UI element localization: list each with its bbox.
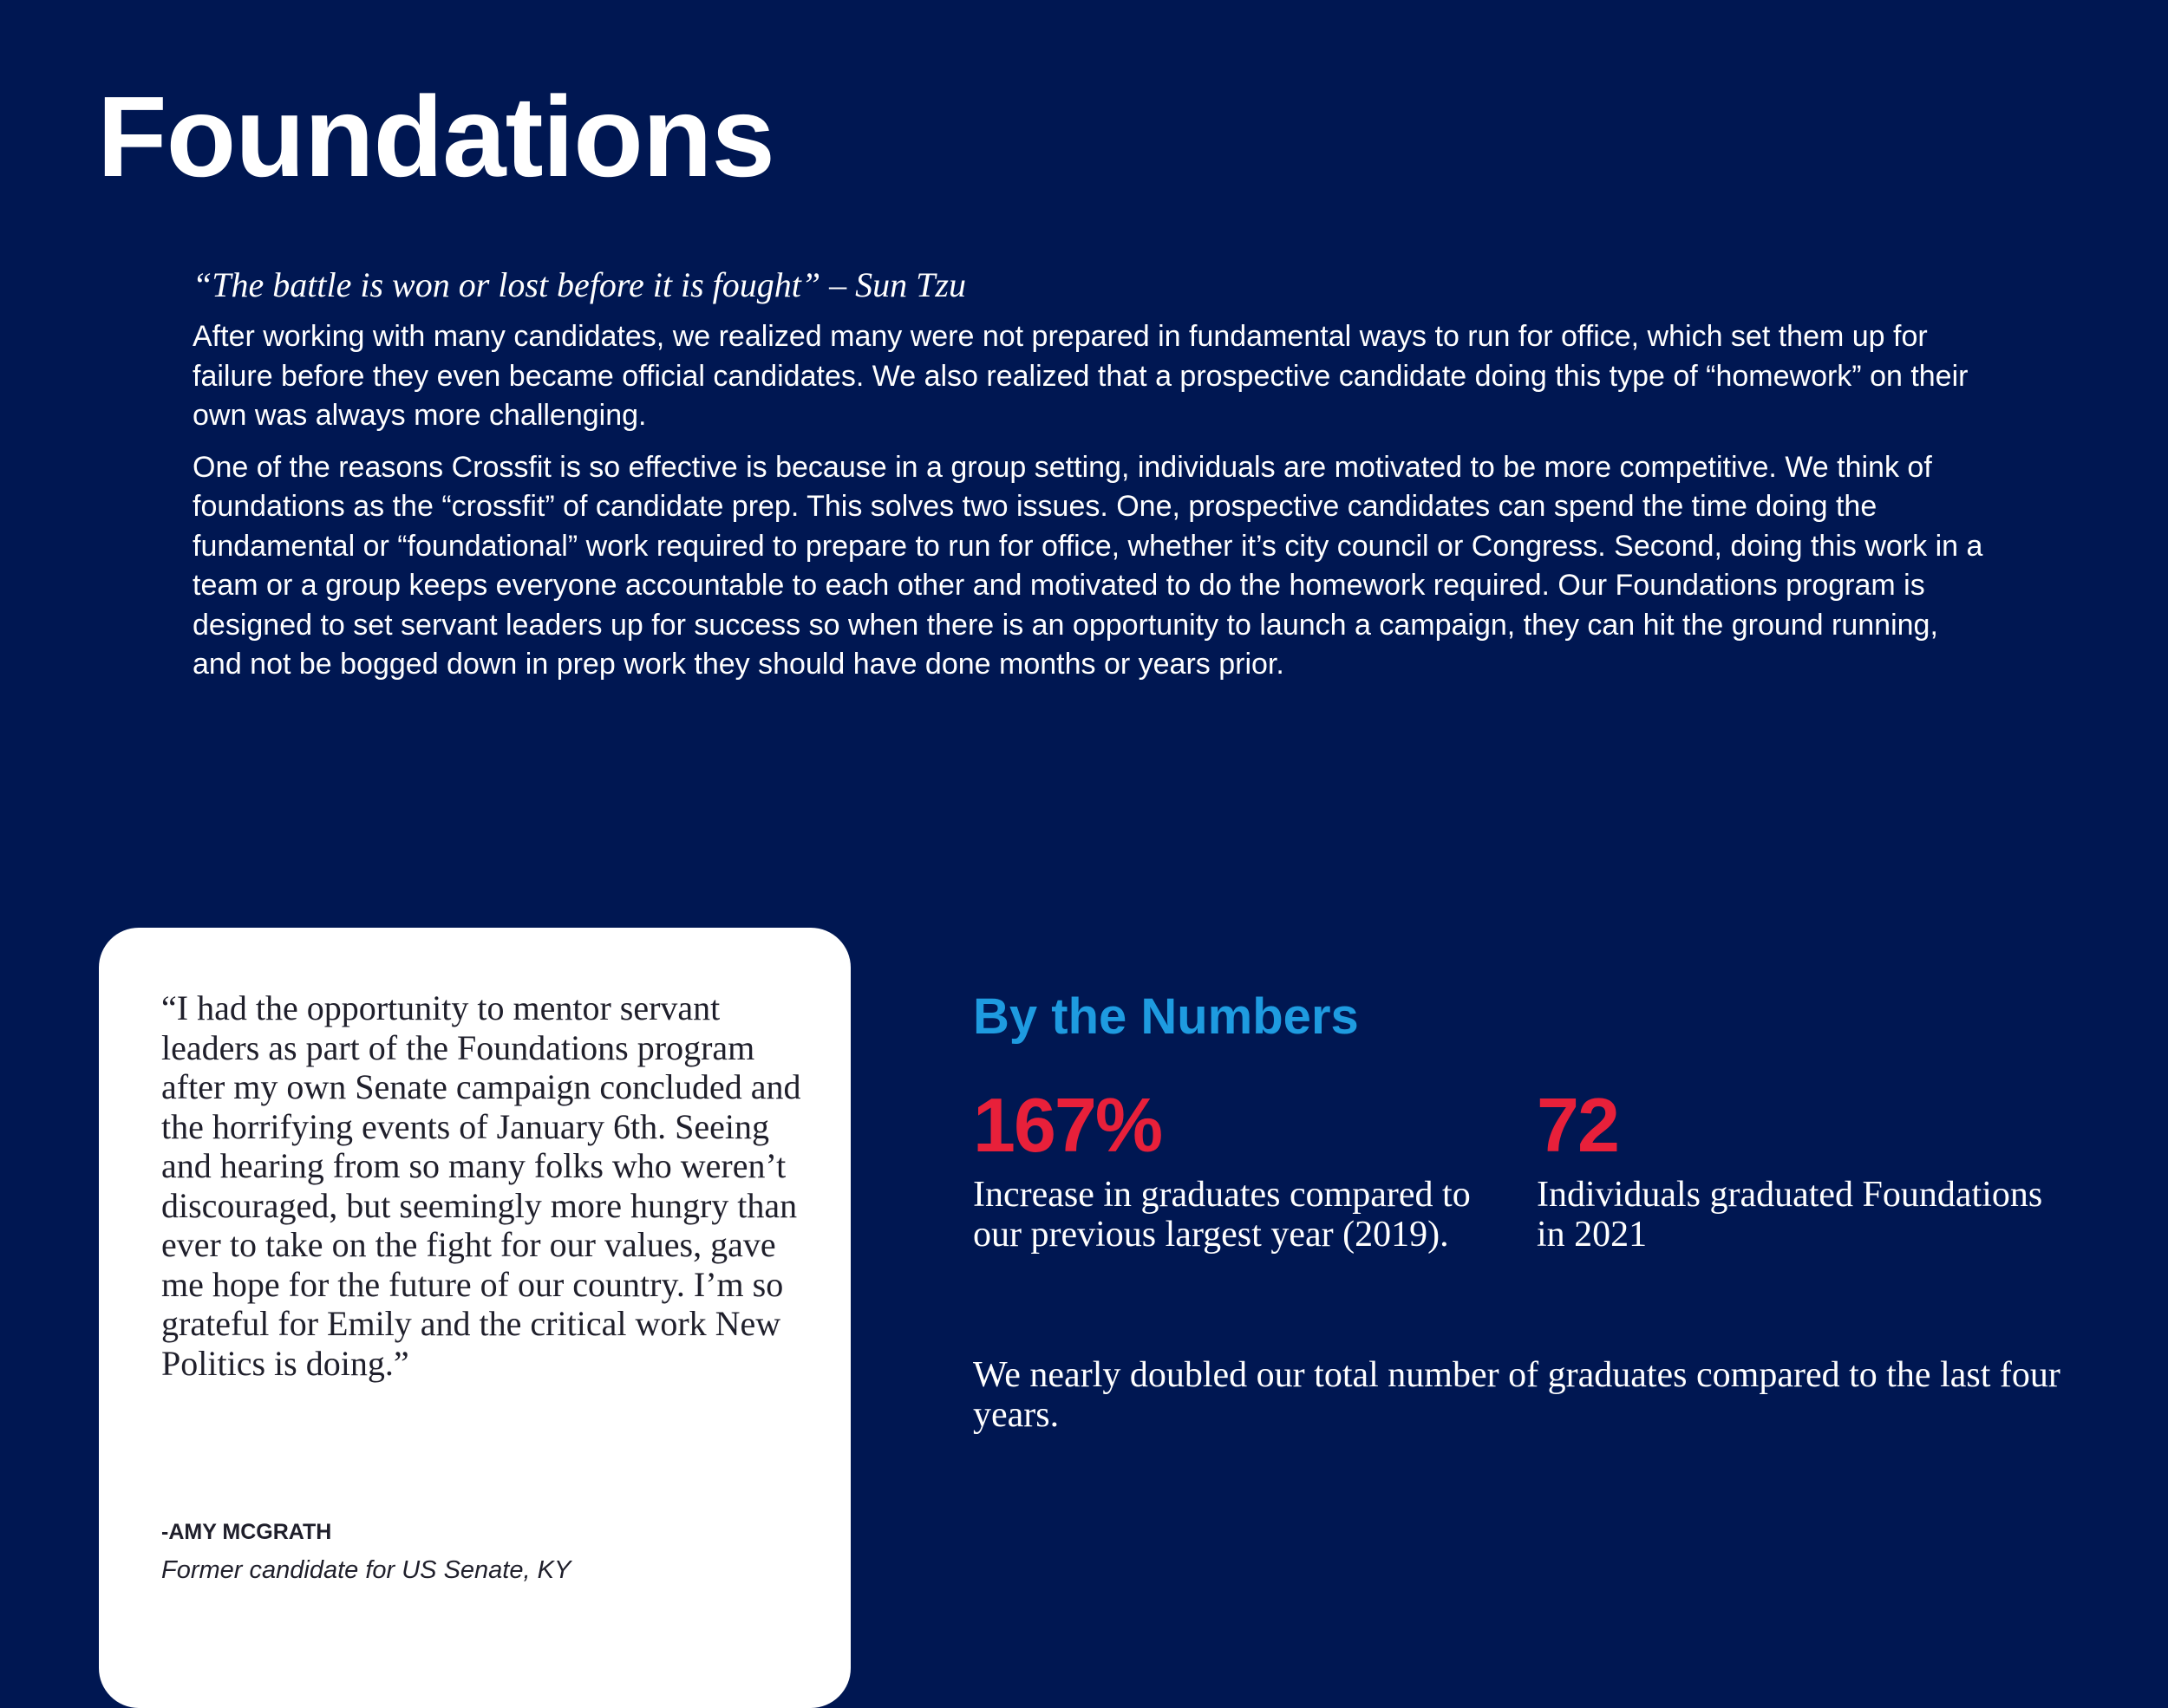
testimonial-author-role: Former candidate for US Senate, KY bbox=[161, 1556, 571, 1584]
stat-value: 167% bbox=[973, 1082, 1162, 1168]
stats-summary: We nearly doubled our total number of graduates compared to the last four years. bbox=[973, 1355, 2060, 1435]
stats-heading: By the Numbers bbox=[973, 988, 1359, 1045]
testimonial-quote: “I had the opportunity to mentor servant leaders as part of the Foundations program after my own Senate campaign concluded and the horrifying events of January 6th. Seeing and hearing from so many folks who weren’t discouraged, but seemingly more hungry than ever to take on the fight for our values, gave me hope for the future of our country. I’m so grateful for Emily and the critical work New Politics is doing.” bbox=[161, 988, 801, 1383]
stat-graduate-increase bbox=[973, 1082, 1476, 1255]
epigraph-quote: “The battle is won or lost before it is fought” – Sun Tzu bbox=[193, 265, 966, 304]
stat-individuals-graduated bbox=[1537, 1082, 2057, 1255]
stat-value: 72 bbox=[1537, 1082, 1618, 1168]
stat-description: Individuals graduated Foundations in 2021 bbox=[1537, 1175, 2043, 1255]
intro-body bbox=[193, 317, 1988, 697]
stat-description: Increase in graduates compared to our previous largest year (2019). bbox=[973, 1175, 1471, 1255]
testimonial-author: -AMY MCGRATH bbox=[161, 1520, 332, 1544]
page-title: Foundations bbox=[97, 73, 774, 200]
intro-paragraph: After working with many candidates, we realized many were not prepared in fundamental ways to run for office, which set them up for failure before they even became official candidates. We also realized that a prospective candidate doing this type of “homework” on their own was always more challenging. bbox=[193, 320, 1969, 432]
intro-paragraph: One of the reasons Crossfit is so effective is because in a group setting, individuals are motivated to be more competitive. We think of foundations as the “crossfit” of candidate prep. This solves two issues. One, prospective candidates can spend the time doing the fundamental or “foundational” work required to prepare to run for office, whether it’s city council or Congress. Second, doing this work in a team or a group keeps everyone accountable to each other and motivated to do the homework required. Our Foundations program is designed to set servant leaders up for success so when there is an opportunity to launch a campaign, they can hit the ground running, and not be bogged down in prep work they should have done months or years prior. bbox=[193, 450, 1983, 681]
testimonial-card bbox=[99, 928, 851, 1708]
